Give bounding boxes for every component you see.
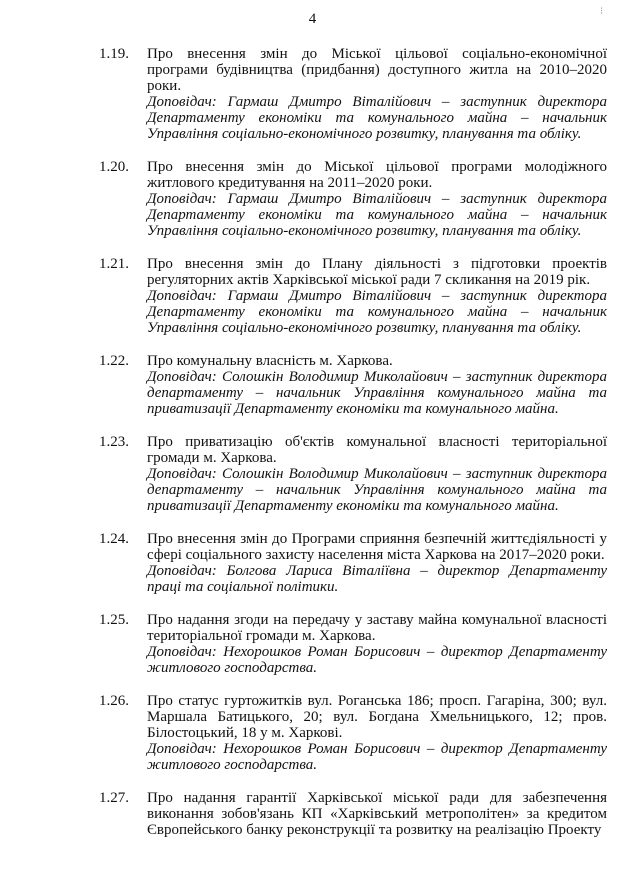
item-number: 1.22.: [99, 353, 129, 369]
item-number: 1.25.: [99, 612, 129, 628]
item-number: 1.27.: [99, 790, 129, 806]
item-title: Про надання гарантії Харківської міської ради для забезпечення виконання зобов'язань КП «Харківський метрополітен» за кредитом Європейського банку реконструкції та розвитку на реалізацію Проекту: [147, 790, 607, 838]
item-number: 1.21.: [99, 256, 129, 272]
speaker-text: Болгова Лариса Віталіївна – директор Департаменту праці та соціальної політики.: [147, 563, 607, 595]
agenda-item: [0, 46, 625, 142]
item-speaker: [147, 563, 607, 595]
speaker-label: Доповідач:: [147, 369, 217, 385]
item-speaker: [147, 644, 607, 676]
item-number: 1.20.: [99, 159, 129, 175]
agenda-item: [0, 693, 625, 773]
item-body: [147, 531, 607, 595]
speaker-text: Нехорошков Роман Борисович – директор Департаменту житлового господарства.: [147, 644, 607, 676]
agenda-list: [0, 46, 625, 855]
speaker-label: Доповідач:: [147, 191, 217, 207]
item-speaker: [147, 466, 607, 514]
agenda-item: [0, 256, 625, 336]
item-number: 1.24.: [99, 531, 129, 547]
speaker-text: Гармаш Дмитро Віталійович – заступник директора Департаменту економіки та комунального майна – начальник Управління соціально-економічного розвитку, планування та обліку.: [147, 288, 607, 336]
item-body: [147, 790, 607, 838]
item-title: Про внесення змін до Плану діяльності з підготовки проектів регуляторних актів Харківської міської ради 7 скликання на 2019 рік.: [147, 256, 607, 288]
item-body: [147, 46, 607, 142]
item-title: Про внесення змін до Програми сприяння безпечній життєдіяльності у сфері соціального захисту населення міста Харкова на 2017–2020 роки.: [147, 531, 607, 563]
speaker-label: Доповідач:: [147, 644, 217, 660]
item-body: [147, 693, 607, 773]
item-title: Про внесення змін до Міської цільової соціально-економічної програми будівництва (придбання) доступного житла на 2010–2020 роки.: [147, 46, 607, 94]
speaker-label: Доповідач:: [147, 563, 217, 579]
item-number: 1.19.: [99, 46, 129, 62]
speaker-label: Доповідач:: [147, 741, 217, 757]
item-body: [147, 612, 607, 676]
agenda-item: [0, 531, 625, 595]
item-body: [147, 353, 607, 417]
speaker-text: Солошкін Володимир Миколайович – заступник директора департаменту – начальник Управління комунального майна та приватизації Департаменту економіки та комунального майна.: [147, 466, 607, 514]
item-speaker: [147, 288, 607, 336]
item-title: Про статус гуртожитків вул. Роганська 186; просп. Гагаріна, 300; вул. Маршала Батицького, 20; вул. Богдана Хмельницького, 12; пров. Білостоцький, 18 у м. Харкові.: [147, 693, 607, 741]
item-title: Про комунальну власність м. Харкова.: [147, 353, 393, 369]
speaker-text: Нехорошков Роман Борисович – директор Департаменту житлового господарства.: [147, 741, 607, 773]
speaker-text: Солошкін Володимир Миколайович – заступник директора департаменту – начальник Управління комунального майна та приватизації Департаменту економіки та комунального майна.: [147, 369, 607, 417]
speaker-label: Доповідач:: [147, 288, 217, 304]
item-speaker: [147, 94, 607, 142]
item-number: 1.26.: [99, 693, 129, 709]
speaker-label: Доповідач:: [147, 94, 217, 110]
scan-mark: ⁝: [600, 6, 604, 17]
agenda-item: [0, 612, 625, 676]
agenda-item: [0, 790, 625, 838]
agenda-item: [0, 353, 625, 417]
item-speaker: [147, 741, 607, 773]
item-speaker: [147, 191, 607, 239]
item-number: 1.23.: [99, 434, 129, 450]
speaker-text: Гармаш Дмитро Віталійович – заступник директора Департаменту економіки та комунального майна – начальник Управління соціально-економічного розвитку, планування та обліку.: [147, 94, 607, 142]
item-body: [147, 159, 607, 239]
speaker-text: Гармаш Дмитро Віталійович – заступник директора Департаменту економіки та комунального майна – начальник Управління соціально-економічного розвитку, планування та обліку.: [147, 191, 607, 239]
item-title: Про внесення змін до Міської цільової програми молодіжного житлового кредитування на 2011–2020 роки.: [147, 159, 607, 191]
item-speaker: [147, 369, 607, 417]
item-title: Про приватизацію об'єктів комунальної власності територіальної громади м. Харкова.: [147, 434, 607, 466]
item-body: [147, 434, 607, 514]
agenda-item: [0, 159, 625, 239]
item-title: Про надання згоди на передачу у заставу майна комунальної власності територіальної громади м. Харкова.: [147, 612, 607, 644]
speaker-label: Доповідач:: [147, 466, 217, 482]
agenda-item: [0, 434, 625, 514]
item-body: [147, 256, 607, 336]
page-number: 4: [308, 11, 317, 27]
